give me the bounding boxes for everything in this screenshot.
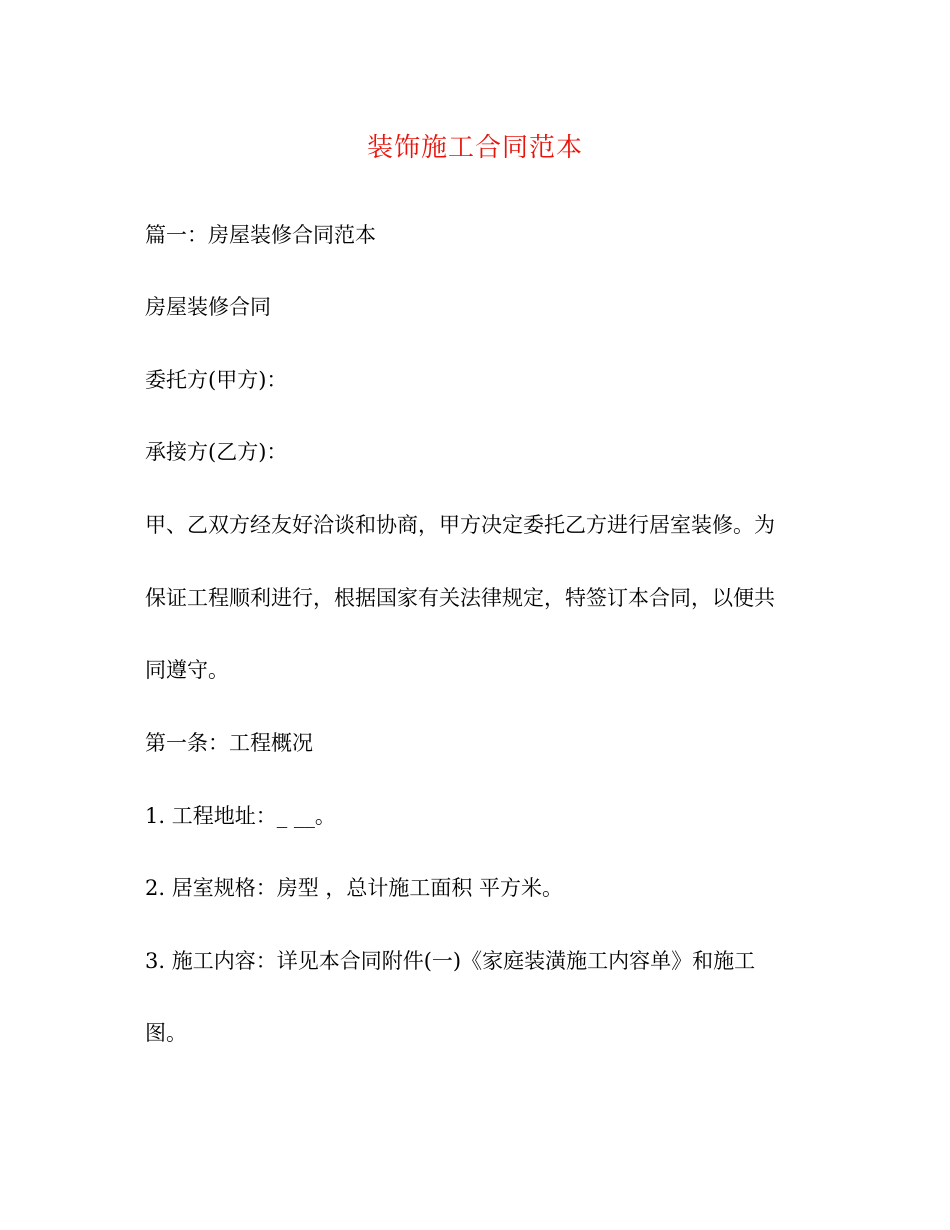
article-1-heading: 第一条：工程概况	[145, 731, 313, 755]
party-a-label: 委托方(甲方)：	[145, 368, 288, 392]
item-3-content: 3. 施工内容：详见本合同附件(一)《家庭装潢施工内容单》和施工	[145, 949, 756, 973]
intro-line: 甲、乙双方经友好洽谈和协商，甲方决定委托乙方进行居室装修。为	[145, 513, 775, 537]
section-heading: 篇一：房屋装修合同范本	[145, 223, 376, 247]
party-b-label: 承接方(乙方)：	[145, 440, 288, 464]
item-3-content-cont: 图。	[145, 1021, 187, 1045]
item-1-address: 1. 工程地址：_ __。	[145, 804, 336, 828]
item-2-spec: 2. 居室规格：房型 ，总计施工面积 平方米。	[145, 876, 564, 900]
intro-line: 保证工程顺利进行，根据国家有关法律规定，特签订本合同，以便共	[145, 586, 775, 610]
intro-line: 同遵守。	[145, 658, 229, 682]
document-title: 装饰施工合同范本	[366, 133, 583, 163]
contract-name: 房屋装修合同	[145, 295, 271, 319]
